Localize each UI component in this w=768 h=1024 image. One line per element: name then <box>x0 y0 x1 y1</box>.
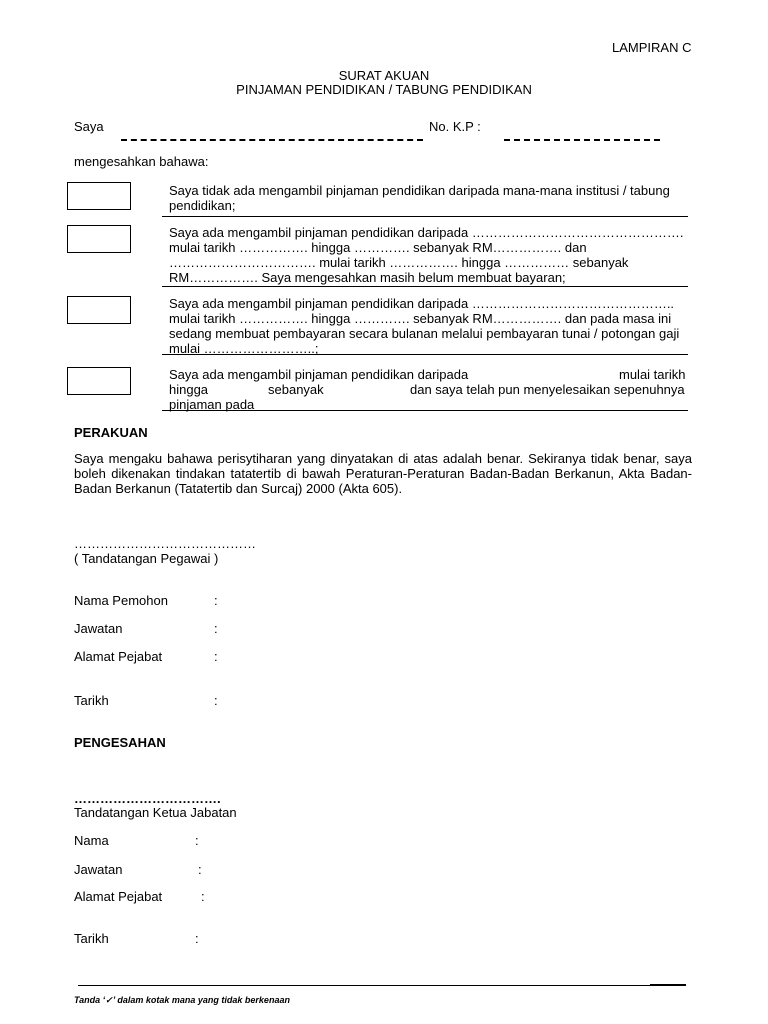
field-alamat-pejabat[interactable] <box>74 649 218 664</box>
head-signature-line[interactable]: ……………………………. <box>74 791 221 806</box>
option-4-line-2a: hingga <box>169 382 209 397</box>
field-label: Nama Pemohon <box>74 593 168 608</box>
checkbox-option-4[interactable] <box>67 367 131 395</box>
nokp-label: No. K.P : <box>429 119 481 134</box>
option-3-line-1: Saya ada mengambil pinjaman pendidikan daripada ……………………………………….. <box>169 296 675 311</box>
field-alamat-pejabat-ketua[interactable] <box>74 889 205 904</box>
field-label: Jawatan <box>74 862 123 877</box>
field-colon: : <box>195 833 199 848</box>
option-3-text <box>169 296 687 356</box>
field-label: Alamat Pejabat <box>74 649 163 664</box>
option-3-line-2: mulai tarikh ……………. hingga …………. sebanyak RM……………. dan pada masa ini <box>169 311 672 326</box>
field-colon: : <box>198 862 202 877</box>
field-colon: : <box>214 621 218 636</box>
field-nama[interactable] <box>74 833 199 848</box>
option-2-line-4: RM……………. Saya mengesahkan masih belum membuat bayaran; <box>169 270 566 285</box>
applicant-signature-label: ( Tandatangan Pegawai ) <box>74 551 219 566</box>
field-label: Tarikh <box>74 931 109 946</box>
field-colon: : <box>214 693 218 708</box>
option-divider <box>162 216 688 217</box>
saya-label: Saya <box>74 119 104 134</box>
option-4-line-3: pinjaman pada <box>169 397 255 412</box>
option-3-line-4: mulai ……………………..; <box>169 341 319 356</box>
title-line-2: PINJAMAN PENDIDIKAN / TABUNG PENDIDIKAN <box>236 82 532 97</box>
option-4-line-1b: mulai tarikh <box>619 367 686 382</box>
field-jawatan[interactable] <box>74 621 218 636</box>
option-2-line-1: Saya ada mengambil pinjaman pendidikan daripada …………………………………………. <box>169 225 684 240</box>
option-1-line-1: Saya tidak ada mengambil pinjaman pendidikan daripada mana-mana institusi / tabung <box>169 183 670 198</box>
perakuan-body: Saya mengaku bahawa perisytiharan yang dinyatakan di atas adalah benar. Sekiranya tidak benar, saya boleh dikenakan tindakan tatatertib di bawah Peraturan-Peraturan Badan-Badan Berkanun, Akta Badan-Badan Berkanun (Tatatertib dan Surcaj) 2000 (Akta 605). <box>74 451 692 496</box>
field-label: Tarikh <box>74 693 109 708</box>
option-4-line-1a: Saya ada mengambil pinjaman pendidikan daripada <box>169 367 469 382</box>
field-tarikh[interactable] <box>74 693 218 708</box>
option-3-line-3: sedang membuat pembayaran secara bulanan melalui pembayaran tunai / potongan gaji <box>169 326 680 341</box>
option-divider <box>162 410 688 411</box>
name-blank-line[interactable] <box>121 139 423 141</box>
field-colon: : <box>201 889 205 904</box>
checkbox-option-2[interactable] <box>67 225 131 253</box>
checkbox-option-3[interactable] <box>67 296 131 324</box>
field-label: Alamat Pejabat <box>74 889 163 904</box>
nokp-blank-line[interactable] <box>504 139 660 141</box>
option-1-text <box>169 183 687 213</box>
perakuan-heading: PERAKUAN <box>74 425 148 440</box>
field-label: Jawatan <box>74 621 123 636</box>
option-divider <box>162 286 688 287</box>
footnote: Tanda ‘✓’ dalam kotak mana yang tidak berkenaan <box>74 995 290 1005</box>
footnote-divider <box>78 985 686 986</box>
option-4-line-2c: dan saya telah pun menyelesaikan sepenuhnya <box>410 382 685 397</box>
applicant-signature-line[interactable]: …………………………………… <box>74 536 256 551</box>
pengesahan-heading: PENGESAHAN <box>74 735 166 750</box>
checkbox-option-1[interactable] <box>67 182 131 210</box>
option-divider <box>162 354 688 355</box>
field-colon: : <box>214 649 218 664</box>
option-2-line-2: mulai tarikh ……………. hingga …………. sebanyak RM……………. dan <box>169 240 587 255</box>
field-colon: : <box>214 593 218 608</box>
field-tarikh-ketua[interactable] <box>74 931 199 946</box>
attachment-label: LAMPIRAN C <box>612 40 692 55</box>
field-label: Nama <box>74 833 109 848</box>
option-4-line-2b: sebanyak <box>268 382 324 397</box>
option-2-line-3: ……………………………. mulai tarikh ……………. hingga …………… sebanyak <box>169 255 629 270</box>
option-2-text <box>169 225 687 285</box>
option-1-line-2: pendidikan; <box>169 198 236 213</box>
intro-text: mengesahkan bahawa: <box>74 154 209 169</box>
footnote-divider-accent <box>650 984 686 986</box>
field-jawatan-ketua[interactable] <box>74 862 202 877</box>
field-nama-pemohon[interactable] <box>74 593 218 608</box>
title-line-1: SURAT AKUAN <box>338 68 430 83</box>
field-colon: : <box>195 931 199 946</box>
head-signature-label: Tandatangan Ketua Jabatan <box>74 805 237 820</box>
